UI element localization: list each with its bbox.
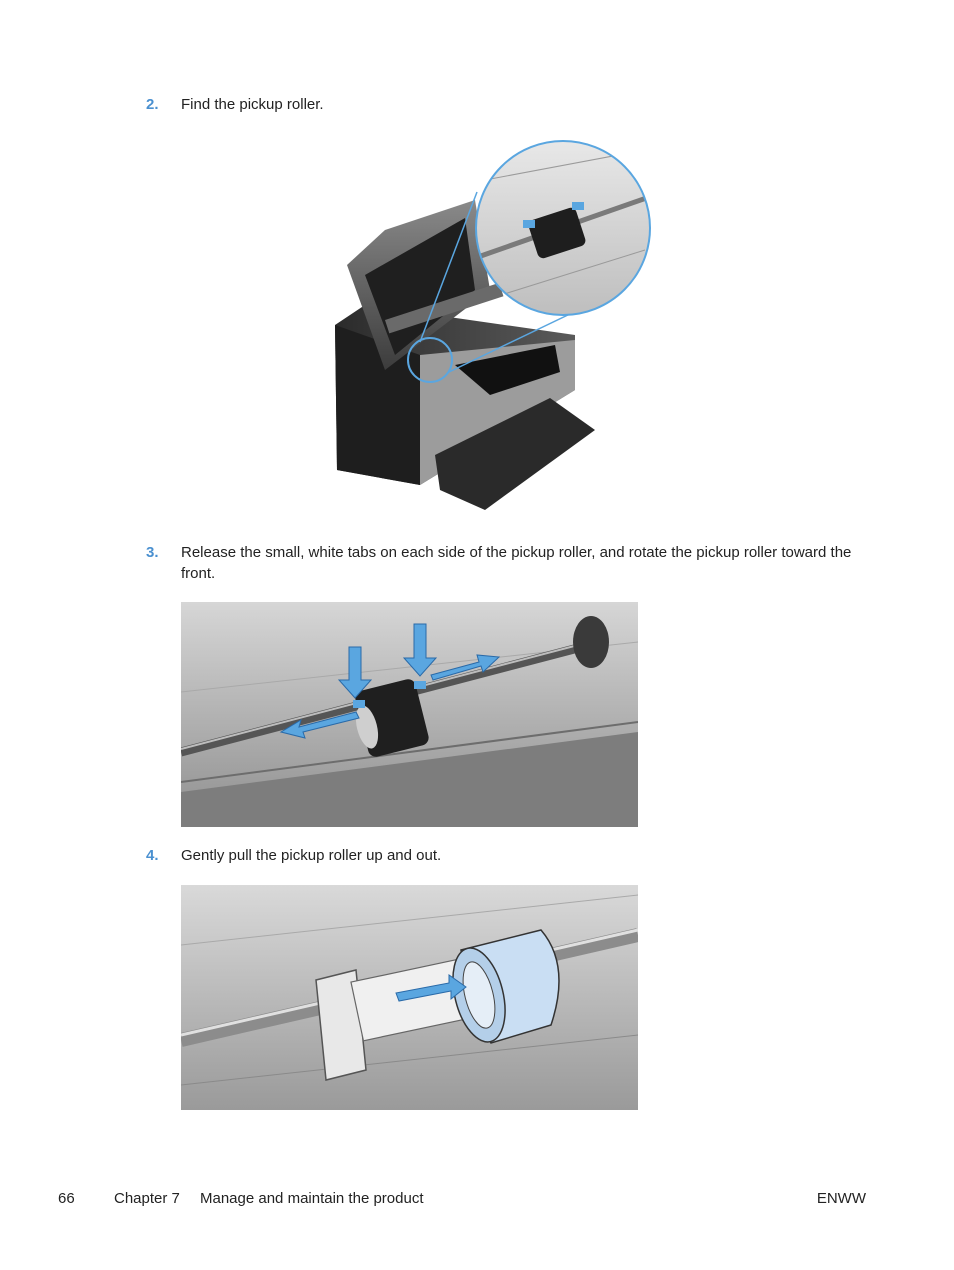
step-text: Gently pull the pickup roller up and out. — [181, 847, 442, 864]
step-text: Release the small, white tabs on each side of the pickup roller, and rotate the pickup roller toward the front. — [181, 544, 852, 582]
pull-roller-figure — [181, 885, 638, 1110]
printer-pickup-roller-figure — [325, 140, 655, 515]
footer-page-number: 66 — [58, 1190, 75, 1207]
step-number: 4. — [146, 847, 159, 864]
release-tabs-figure — [181, 602, 638, 827]
step-number: 2. — [146, 96, 159, 113]
footer-chapter-title: Manage and maintain the product — [200, 1190, 424, 1207]
footer-chapter: Chapter 7 — [114, 1190, 180, 1207]
step-text: Find the pickup roller. — [181, 96, 324, 113]
footer-right-label: ENWW — [816, 1190, 866, 1207]
step-number: 3. — [146, 544, 159, 561]
